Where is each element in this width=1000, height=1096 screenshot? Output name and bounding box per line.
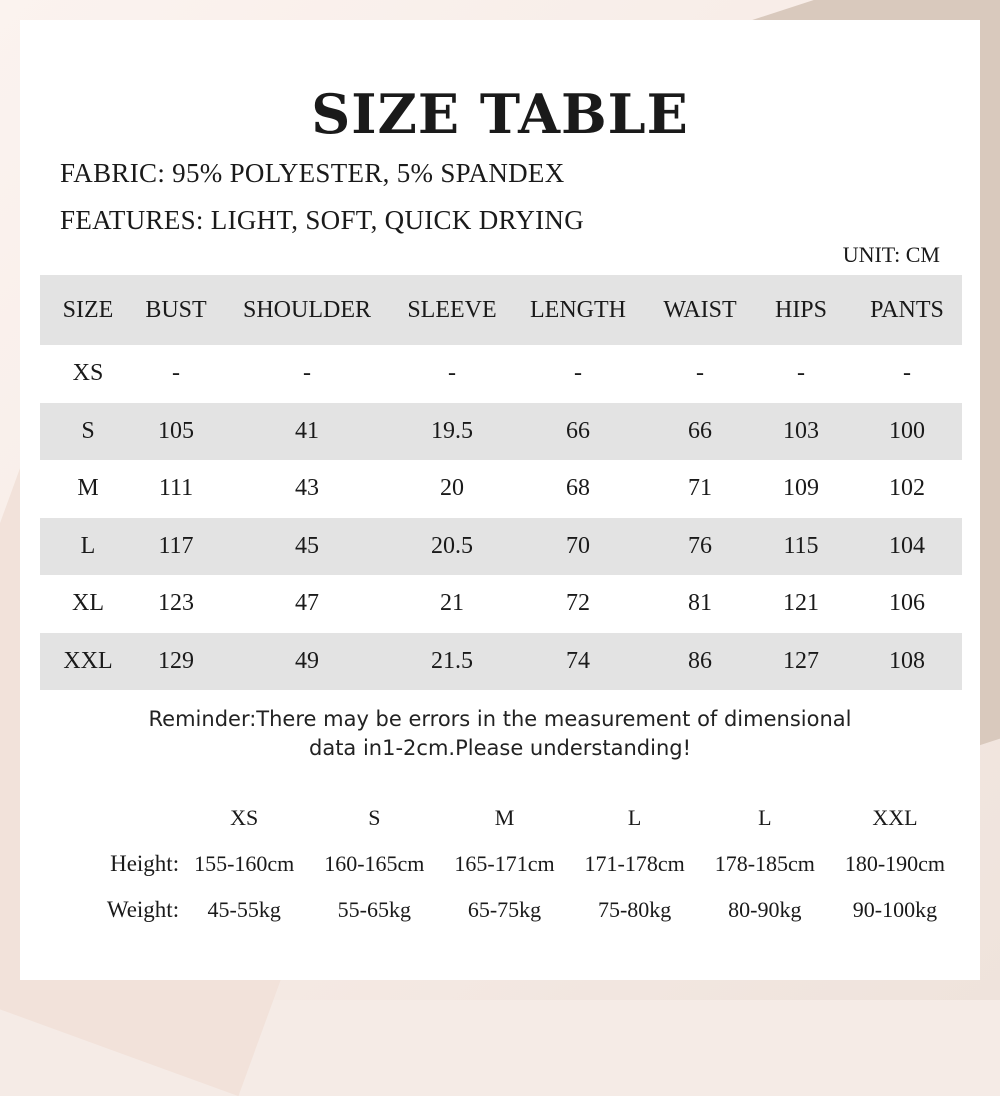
- table-cell: 49: [295, 647, 319, 674]
- table-row: [40, 345, 962, 403]
- weight-label: Weight:: [106, 897, 180, 922]
- table-cell: 106: [889, 590, 925, 617]
- column-header: PANTS: [870, 296, 944, 323]
- table-cell: 20: [440, 475, 464, 502]
- table-cell: 19.5: [431, 417, 473, 444]
- table-row: [40, 633, 962, 691]
- height-value: 155-160cm: [194, 851, 295, 876]
- table-cell: 45: [295, 532, 319, 559]
- table-row: [40, 460, 962, 518]
- table-cell: S: [81, 417, 95, 444]
- table-cell: 66: [688, 417, 712, 444]
- fit-size-header: L: [758, 805, 772, 830]
- table-cell: 127: [783, 647, 819, 674]
- table-row: [40, 518, 962, 576]
- reminder-line: data in1-2cm.Please understanding!: [309, 736, 691, 760]
- table-cell: XS: [72, 360, 104, 387]
- table-cell: M: [77, 475, 99, 502]
- table-cell: 109: [783, 475, 819, 502]
- table-cell: 72: [566, 590, 590, 617]
- table-cell: 21: [440, 590, 464, 617]
- size-table-header: [40, 275, 962, 345]
- weight-value: 45-55kg: [207, 897, 281, 922]
- table-cell: 105: [158, 417, 194, 444]
- weight-value: 80-90kg: [728, 897, 802, 922]
- table-cell: -: [172, 360, 180, 387]
- table-cell: -: [696, 360, 704, 387]
- table-row: [40, 575, 962, 633]
- page-title: SIZE TABLE: [311, 82, 689, 146]
- table-cell: 68: [566, 475, 590, 502]
- table-cell: XXL: [63, 647, 113, 674]
- table-cell: 100: [889, 417, 925, 444]
- table-cell: 103: [783, 417, 819, 444]
- table-cell: -: [574, 360, 582, 387]
- table-cell: 43: [295, 475, 319, 502]
- table-cell: 81: [688, 590, 712, 617]
- table-cell: 71: [688, 475, 712, 502]
- weight-value: 55-65kg: [337, 897, 411, 922]
- fit-size-header: S: [368, 805, 381, 830]
- column-header: LENGTH: [530, 296, 626, 323]
- unit-label: UNIT: CM: [842, 242, 940, 267]
- size-table: [40, 275, 962, 690]
- table-cell: -: [797, 360, 805, 387]
- table-cell: 117: [158, 532, 194, 559]
- table-cell: 111: [158, 475, 194, 502]
- fit-size-header: XS: [230, 805, 259, 830]
- fit-size-header: XXL: [872, 805, 918, 830]
- table-cell: 123: [158, 590, 194, 617]
- column-header: HIPS: [774, 296, 828, 323]
- height-value: 165-171cm: [454, 851, 555, 876]
- table-cell: -: [903, 360, 911, 387]
- table-cell: 102: [889, 475, 925, 502]
- height-value: 171-178cm: [584, 851, 685, 876]
- table-cell: 86: [688, 647, 712, 674]
- table-cell: 21.5: [431, 647, 473, 674]
- fit-size-row: [40, 795, 960, 841]
- column-header: SHOULDER: [242, 296, 371, 323]
- features-info: FEATURES: LIGHT, SOFT, QUICK DRYING: [60, 205, 585, 235]
- fit-size-header: L: [627, 805, 642, 830]
- height-label: Height:: [110, 851, 180, 876]
- weight-value: 65-75kg: [467, 897, 542, 922]
- height-value: 178-185cm: [714, 851, 815, 876]
- table-row: [40, 403, 962, 461]
- weight-value: 75-80kg: [597, 897, 672, 922]
- fit-weight-row: [40, 887, 960, 933]
- table-cell: 121: [783, 590, 819, 617]
- table-cell: XL: [72, 590, 104, 617]
- fit-size-header: M: [494, 805, 515, 830]
- table-cell: 47: [295, 590, 319, 617]
- table-cell: 20.5: [431, 532, 473, 559]
- column-header: BUST: [145, 296, 207, 323]
- column-header: SLEEVE: [407, 296, 497, 323]
- table-cell: 76: [688, 532, 712, 559]
- column-header: WAIST: [663, 296, 737, 323]
- weight-value: 90-100kg: [852, 897, 938, 922]
- fabric-info: FABRIC: 95% POLYESTER, 5% SPANDEX: [60, 158, 565, 188]
- reminder-note: [20, 705, 980, 763]
- fit-height-row: [40, 841, 960, 887]
- table-cell: 115: [783, 532, 819, 559]
- table-cell: L: [80, 532, 96, 559]
- fit-table: [40, 795, 960, 933]
- table-cell: -: [303, 360, 311, 387]
- table-cell: 66: [566, 417, 590, 444]
- column-header: SIZE: [62, 296, 114, 323]
- table-cell: 70: [566, 532, 590, 559]
- table-cell: 108: [889, 647, 925, 674]
- table-cell: -: [448, 360, 456, 387]
- height-value: 160-165cm: [324, 851, 425, 876]
- height-value: 180-190cm: [844, 851, 946, 876]
- table-cell: 129: [158, 647, 194, 674]
- table-cell: 41: [295, 417, 319, 444]
- reminder-line: Reminder:There may be errors in the measurement of dimensional: [148, 707, 852, 731]
- table-cell: 74: [566, 647, 590, 674]
- size-chart-card: [20, 20, 980, 980]
- table-cell: 104: [889, 532, 925, 559]
